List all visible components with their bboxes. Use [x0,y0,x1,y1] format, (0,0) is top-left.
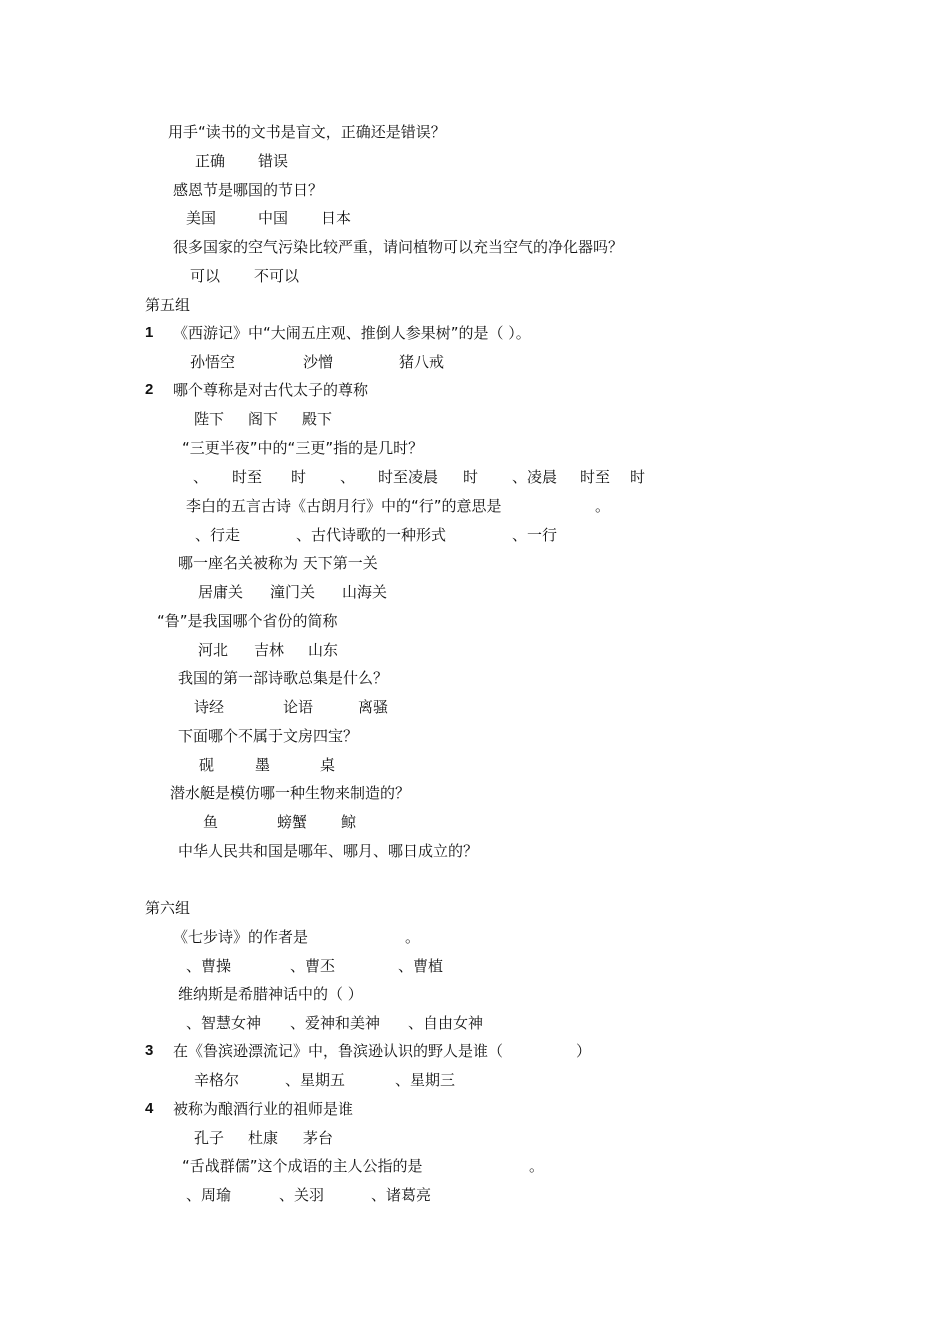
option: 、诸葛亮 [371,1186,432,1204]
question-text: 中华人民共和国是哪年、哪月、哪日成立的？ [178,842,479,860]
option: 时至凌晨 [378,468,439,486]
option: 沙憎 [303,353,334,371]
option: 时 [291,468,307,486]
option: 、曹操 [186,957,232,975]
question-text: “三更半夜”中的“三更”指的是几时？ [182,439,424,457]
question-number: 4 [145,1100,154,1117]
option: 、行走 [195,526,241,544]
option: 、爱神和美神 [290,1014,381,1032]
question-number: 2 [145,381,154,398]
option: 桌 [320,756,336,774]
option: 、曹植 [398,957,444,975]
option: 、自由女神 [408,1014,484,1032]
option: 可以 [190,267,221,285]
option: 居庸关 [198,583,244,601]
option: 茅台 [303,1129,334,1147]
option: 日本 [321,209,352,227]
option: 、星期五 [285,1071,346,1089]
option: 猪八戒 [399,353,445,371]
question-end: 。 [529,1157,545,1175]
option: 山海关 [342,583,388,601]
option: 时 [630,468,646,486]
question-text: 李白的五言古诗《古朗月行》中的“行”的意思是 [186,497,502,515]
option: 、周瑜 [186,1186,232,1204]
question-end: 。 [405,928,421,946]
option: 、曹丕 [290,957,336,975]
option: 正确 [195,152,226,170]
option: 河北 [198,641,229,659]
question-text: 潜水艇是模仿哪一种生物来制造的？ [170,784,411,802]
question-text: 很多国家的空气污染比较严重，请问植物可以充当空气的净化器吗？ [173,238,624,256]
option: 螃蟹 [277,813,308,831]
question-text: 我国的第一部诗歌总集是什么？ [178,669,389,687]
question-text: “舌战群儒”这个成语的主人公指的是 [182,1157,423,1175]
option: 辛格尔 [194,1071,240,1089]
question-text: 在《鲁滨逊漂流记》中，鲁滨逊认识的野人是谁（ [173,1042,504,1060]
question-end: 。 [595,497,611,515]
option: 杜康 [248,1129,279,1147]
group-title: 第五组 [145,296,191,314]
option: 、星期三 [395,1071,456,1089]
option: 时至 [232,468,263,486]
question-text: 《七步诗》的作者是 [173,928,309,946]
option: 错误 [258,152,289,170]
option: 、关羽 [279,1186,325,1204]
option: 离骚 [358,698,389,716]
option: 潼门关 [270,583,316,601]
option: 、智慧女神 [186,1014,262,1032]
option: 、古代诗歌的一种形式 [296,526,447,544]
option: 、 [340,468,356,486]
question-text: “鲁”是我国哪个省份的简称 [157,612,338,630]
option: 诗经 [194,698,225,716]
option: 砚 [199,756,215,774]
question-text: 感恩节是哪国的节日？ [173,181,324,199]
question-text: 下面哪个不属于文房四宝？ [178,727,359,745]
option: 、一行 [512,526,558,544]
option: 陛下 [194,410,225,428]
option: 、凌晨 [512,468,558,486]
option: 、 [193,468,209,486]
option: 中国 [258,209,289,227]
option: 孔子 [194,1129,225,1147]
question-text: 哪个尊称是对古代太子的尊称 [173,381,369,399]
option: 鲸 [341,813,357,831]
question-text: 《西游记》中“大闹五庄观、推倒人参果树”的是（ ）。 [173,324,531,342]
option: 鱼 [203,813,219,831]
option: 殿下 [302,410,333,428]
question-text: 维纳斯是希腊神话中的（ ） [178,985,363,1003]
option: 孙悟空 [190,353,236,371]
question-text: 被称为酿酒行业的祖师是谁 [173,1100,354,1118]
option: 吉林 [254,641,285,659]
option: 论语 [283,698,314,716]
option: 墨 [255,756,271,774]
question-number: 1 [145,324,154,341]
question-end: ） [576,1042,592,1060]
question-number: 3 [145,1042,154,1059]
option: 不可以 [254,267,300,285]
group-title: 第六组 [145,899,191,917]
option: 山东 [308,641,339,659]
option: 时 [463,468,479,486]
question-text: 哪一座名关被称为 天下第一关 [178,554,378,572]
question-text: 用手“读书的文书是盲文，正确还是错误？ [168,123,446,141]
option: 时至 [580,468,611,486]
option: 阁下 [248,410,279,428]
option: 美国 [186,209,217,227]
